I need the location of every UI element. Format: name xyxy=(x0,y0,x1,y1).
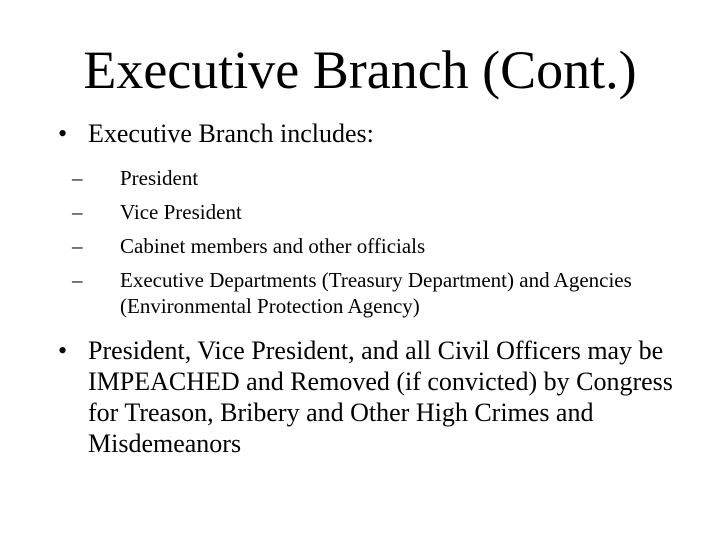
bullet-marker: • xyxy=(58,336,68,365)
slide-body xyxy=(58,118,678,459)
bullet-text: Executive Branch includes: xyxy=(88,119,374,148)
bullet-item xyxy=(58,118,678,149)
sub-marker: – xyxy=(72,234,83,258)
sub-marker: – xyxy=(72,200,83,224)
slide-title: Executive Branch (Cont.) xyxy=(83,40,637,100)
sub-list xyxy=(72,165,678,319)
bullet-item xyxy=(58,335,678,459)
sub-item xyxy=(72,165,678,191)
sub-item xyxy=(72,233,678,259)
sub-item-text: President xyxy=(120,166,199,190)
sub-item xyxy=(72,199,678,225)
sub-marker: – xyxy=(72,268,83,292)
bullet-marker: • xyxy=(58,119,68,148)
bullet-text: President, Vice President, and all Civil Officers may be IMPEACHED and Removed (if convicted) by Congress for Treason, Bribery and Other High Crimes and Misdemeanors xyxy=(88,336,673,458)
sub-item xyxy=(72,267,678,319)
sub-item-text: Executive Departments (Treasury Department) and Agencies (Environmental Protection Agency) xyxy=(120,268,632,318)
sub-marker: – xyxy=(72,166,83,190)
sub-item-text: Vice President xyxy=(120,200,242,224)
sub-item-text: Cabinet members and other officials xyxy=(120,234,426,258)
